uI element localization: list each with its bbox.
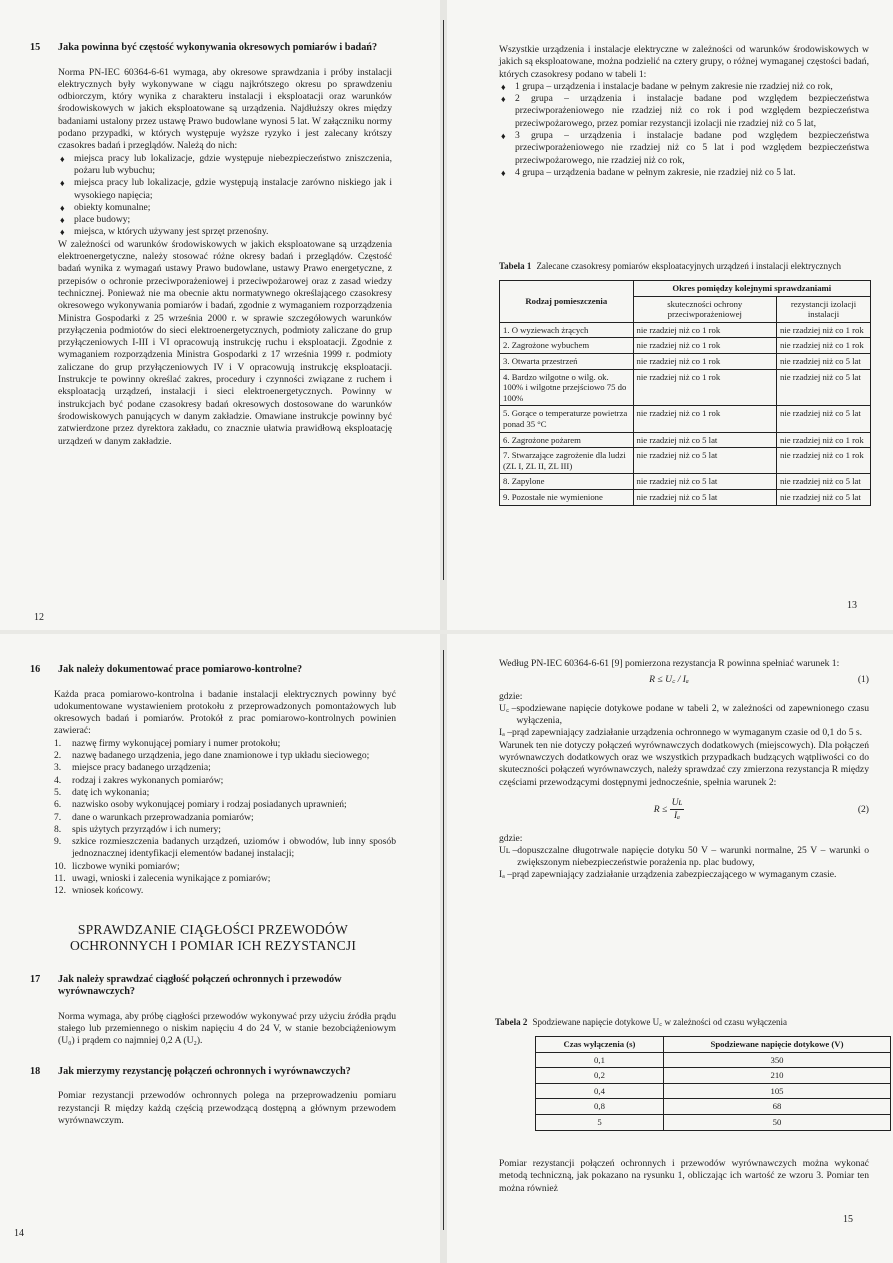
definition-text: prąd zapewniający zadziałanie urządzenia ochronnego w wymaganym czasie od 0,1 do 5 s. xyxy=(512,727,863,739)
table-row xyxy=(536,1099,891,1115)
definition-symbol: Uʟ – xyxy=(499,844,518,856)
definition xyxy=(499,727,869,739)
list-item xyxy=(54,750,396,762)
table-header: Okres pomiędzy kolejnymi sprawdzaniami xyxy=(633,281,870,297)
formula-expression: R ≤ U꜀ / Iₐ xyxy=(649,674,689,686)
item-text: nazwisko osoby wykonującej pomiary i rodzaj posiadanych uprawnień; xyxy=(72,799,347,811)
table-cell: 7. Stwarzające zagrożenie dla ludzi (ZL I, ZL II, ZL III) xyxy=(500,448,634,474)
table-cell: nie rzadziej niż co 5 lat xyxy=(777,489,871,505)
table-row xyxy=(500,322,871,338)
list-item xyxy=(54,836,396,861)
definition xyxy=(499,869,869,881)
table-subheader: skuteczności ochrony przeciwporażeniowej xyxy=(633,296,776,322)
question-18-heading xyxy=(30,1066,396,1079)
definition-list xyxy=(499,845,869,882)
table-cell: 0,8 xyxy=(536,1099,664,1115)
formula-lhs: R ≤ xyxy=(653,803,668,815)
list-item xyxy=(54,873,396,885)
fraction xyxy=(670,797,685,823)
question-title: Jak należy dokumentować prace pomiarowo-kontrolne? xyxy=(58,664,303,675)
table-cell: 3. Otwarta przestrzeń xyxy=(500,353,634,369)
item-number: 11. xyxy=(54,873,66,885)
table-cell: nie rzadziej niż co 5 lat xyxy=(777,406,871,432)
table-cell: nie rzadziej niż co 5 lat xyxy=(633,474,776,490)
item-text: nazwę badanego urządzenia, jego dane znamionowe i typ układu sieciowego; xyxy=(72,750,370,762)
item-text: uwagi, wnioski i zalecenia wynikające z pomiarów; xyxy=(72,873,271,885)
table-1 xyxy=(499,280,871,506)
table-cell: 6. Zagrożone pożarem xyxy=(500,432,634,448)
list-item: ♦ miejsca pracy lub lokalizacje, gdzie występują instalacje zarówno niskiego jak i wysokiego napięcia; xyxy=(58,177,392,202)
question-title: Jaka powinna być częstość wykonywania okresowych pomiarów i badań? xyxy=(58,42,378,53)
table-row xyxy=(500,448,871,474)
list-item: ♦ 3 grupa – urządzenia i instalacje badane pod względem bezpieczeństwa przeciwporażeniowego nie rzadziej niż co 5 lat i pod względem bezpieczeństwa przeciwpożarowego, nie rzadziej niż co rok, xyxy=(499,130,869,167)
item-number: 1. xyxy=(54,737,62,749)
table-caption xyxy=(499,261,871,272)
paragraph: Norma PN-IEC 60364-6-61 wymaga, aby okresowe sprawdzania i próby instalacji elektrycznych były wykonywane w ciągu najkrótszego okresu po sprawdzeniu odbiorczym, który wynika z charakteru instalacji i eksploatacji oraz warunków środowiskowych w jakich eksploatowane są urządzenia. Najdłuższy okres między badaniami ustalony przez ustawę Prawo budowlane wynosi 5 lat. W załączniku normy podano przypadki, w których występuje wyższe ryzyko i jest zalecany krótszy czasokres badań i przeglądów. Należą do nich: xyxy=(58,66,392,152)
question-16-heading xyxy=(30,664,396,677)
item-number: 8. xyxy=(54,823,62,835)
list-item xyxy=(54,861,396,873)
question-title: Jak mierzymy rezystancję połączeń ochronnych i wyrównawczych? xyxy=(58,1065,351,1077)
list-item: ♦ 2 grupa – urządzenia i instalacje badane pod względem bezpieczeństwa przeciwporażeniowego nie rzadziej niż co rok i pod względem bezpieczeństwa przeciwpożarowego, przez pomiar rezystancji izolacji nie rzadziej niż co 5 lat, xyxy=(499,93,869,130)
definition-symbol: Iₐ – xyxy=(499,727,513,739)
paragraph: Pomiar rezystancji przewodów ochronnych polega na przeprowadzeniu pomiaru rezystancji R między każdą częścią przewodzącą dostępną a głównym przewodem wyrównawczym. xyxy=(58,1090,396,1126)
table-cell: 210 xyxy=(663,1068,890,1084)
table-cell: 9. Pozostałe nie wymienione xyxy=(500,489,634,505)
list-item: ♦ miejsca pracy lub lokalizacje, gdzie występuje niebezpieczeństwo zniszczenia, pożaru lub wybuchu; xyxy=(58,153,392,178)
table-cell: 50 xyxy=(663,1114,890,1130)
item-text: datę ich wykonania; xyxy=(72,786,150,798)
item-text: miejsce pracy badanego urządzenia; xyxy=(72,762,211,774)
where-label: gdzie: xyxy=(499,690,523,702)
table-cell: nie rzadziej niż co 5 lat xyxy=(633,432,776,448)
definition-symbol: U꜀ – xyxy=(499,702,517,714)
section-heading-line: OCHRONNYCH I POMIAR ICH REZYSTANCJI xyxy=(69,937,357,953)
item-text: liczbowe wyniki pomiarów; xyxy=(72,860,180,872)
item-text: wniosek końcowy. xyxy=(72,885,144,897)
item-number: 10. xyxy=(54,860,66,872)
table-cell: nie rzadziej niż co 1 rok xyxy=(633,353,776,369)
list-item xyxy=(54,738,396,750)
list-item: ♦ place budowy; xyxy=(58,214,392,226)
list-item xyxy=(54,824,396,836)
page-number: 13 xyxy=(847,600,857,611)
item-number: 4. xyxy=(54,774,62,786)
question-number: 15 xyxy=(30,42,41,53)
question-title: Jak należy sprawdzać ciągłość połączeń ochronnych i przewodów wyrównawczych? xyxy=(58,973,342,998)
table-row xyxy=(536,1052,891,1068)
paragraph: W zależności od warunków środowiskowych w jakich eksploatowane są urządzenia elektroenergetyczne, należy stosować różne okresy badań i przeglądów. Częstość badań wynika z wymagań ustawy Prawo budowlane, ustawy Prawo energetyczne, z przepisów o ochronie przeciwporażeniowej i przeciwpożarowej oraz z zasad wiedzy technicznej. Ponieważ nie ma obecnie aktu normatywnego określającego czasokresy okresowego wykonywania pomiarów i badań, zgodnie z wymaganiem rozporządzenia Ministra Gospodarki z 25 września 2000 r. w sprawie szczegółowych warunków przyłączenia podmiotów do sieci elektroenergetycznych, podmioty zaliczane do grup przyłączeniowych I-III i VI opracowują instrukcję ruchu i eksploatacji. Zgodnie z wymaganiem rozporządzenia Ministra Gospodarki z 17 września 1999 r. podmioty zaliczane do grup przyłączeniowych IV i V opracowują instrukcję eksploatacji. Instrukcje te powinny określać zakres, procedury i czynności związane z ruchem i eksploatacją urządzeń, instalacji i sieci elektroenergetycznych. Powinny w instrukcjach być podane czasokresy badań okresowych dostosowane do warunków środowiskowych panujących w danym zakładzie. Omawiane instrukcje powinny być zatwierdzone przez dyrektora zakładu, co znacznie ułatwia prawidłową eksploatację urządzeń w danym zakładzie. xyxy=(58,238,392,447)
definition-text: spodziewane napięcie dotykowe podane w tabeli 2, w zależności od zapewnionego czasu wyłączenia, xyxy=(516,702,869,727)
section-heading xyxy=(30,922,396,954)
item-text: dane o warunkach przeprowadzania pomiarów; xyxy=(72,811,254,823)
paragraph: Wszystkie urządzenia i instalacje elektryczne w zależności od warunków środowiskowych w jakich są eksploatowane, można podzielić na cztery grupy, o różnej wymaganej częstości badań, których czasokresy podano w tabeli 1: xyxy=(499,44,869,80)
bullet-list xyxy=(58,153,392,239)
table-subheader: rezystancji izolacji instalacji xyxy=(777,296,871,322)
formula-number: (1) xyxy=(857,674,869,686)
item-number: 2. xyxy=(54,750,62,762)
table-row xyxy=(500,489,871,505)
table-cell: nie rzadziej niż co 1 rok xyxy=(777,338,871,354)
table-cell: nie rzadziej niż co 1 rok xyxy=(633,369,776,406)
question-15-heading xyxy=(30,42,392,55)
table-cell: nie rzadziej niż co 1 rok xyxy=(633,338,776,354)
table-cell: 0,4 xyxy=(536,1083,664,1099)
item-text: nazwę firmy wykonującej pomiary i numer protokołu; xyxy=(72,737,281,749)
table-cell: 68 xyxy=(663,1099,890,1115)
table-cell: 105 xyxy=(663,1083,890,1099)
section-heading-line: SPRAWDZANIE CIĄGŁOŚCI PRZEWODÓW xyxy=(77,921,349,937)
table-cell: nie rzadziej niż co 1 rok xyxy=(777,432,871,448)
bullet-list xyxy=(499,81,869,179)
list-item xyxy=(54,885,396,897)
table-caption-text: Spodziewane napięcie dotykowe U꜀ w zależności od czasu wyłączenia xyxy=(532,1017,787,1027)
list-item xyxy=(54,775,396,787)
table-cell: nie rzadziej niż co 5 lat xyxy=(633,489,776,505)
item-number: 9. xyxy=(54,836,62,848)
list-item xyxy=(54,812,396,824)
formula-expression xyxy=(499,797,839,823)
definition-text: dopuszczalne długotrwale napięcie dotyku 50 V – warunki normalne, 25 V – warunki o zwiększonym niebezpieczeństwie porażenia np. plac budowy, xyxy=(517,844,869,869)
item-number: 3. xyxy=(54,762,62,774)
definition xyxy=(499,703,869,728)
question-number: 16 xyxy=(30,664,41,675)
definition-text: prąd zapewniający zadziałanie urządzenia zabezpieczającego w wymaganym czasie. xyxy=(512,869,837,881)
fraction-denominator: Iₐ xyxy=(673,810,680,822)
table-row xyxy=(500,338,871,354)
paragraph: Norma wymaga, aby próbę ciągłości przewodów wykonywać przy użyciu źródła prądu stałego lub przemiennego o niskim napięciu 4 do 24 V, w stanie bezobciążeniowym (U₀) i prądem co najmniej 0,2 A (U₂). xyxy=(58,1010,396,1047)
table-cell: 0,2 xyxy=(536,1068,664,1084)
gutter-line xyxy=(443,20,444,580)
table-cell: nie rzadziej niż co 1 rok xyxy=(777,322,871,338)
question-number: 17 xyxy=(30,973,41,985)
table-cell: nie rzadziej niż co 5 lat xyxy=(777,369,871,406)
table-label: Tabela 1 xyxy=(499,261,532,271)
formula-number: (2) xyxy=(857,803,869,815)
table-cell: 0,1 xyxy=(536,1052,664,1068)
item-text: szkice rozmieszczenia badanych urządzeń, uziomów i obwodów, lub inny sposób jednoznacznej identyfikacji elementów badanej instalacji; xyxy=(72,836,396,860)
page-12 xyxy=(0,0,440,630)
item-number: 7. xyxy=(54,811,62,823)
item-number: 6. xyxy=(54,799,62,811)
formula-1 xyxy=(499,674,869,686)
table-cell: 8. Zapylone xyxy=(500,474,634,490)
table-row xyxy=(536,1083,891,1099)
table-row xyxy=(500,432,871,448)
table-row xyxy=(536,1114,891,1130)
table-row xyxy=(500,474,871,490)
table-caption-text: Zalecane czasokresy pomiarów eksploatacyjnych urządzeń i instalacji elektrycznych xyxy=(536,261,842,271)
table-cell: 350 xyxy=(663,1052,890,1068)
page-number: 14 xyxy=(14,1228,24,1239)
table-caption xyxy=(495,1017,875,1028)
fraction-numerator: Uʟ xyxy=(670,797,685,810)
list-item xyxy=(54,799,396,811)
formula-2 xyxy=(499,797,869,823)
list-item: ♦ 4 grupa – urządzenia badane w pełnym zakresie, nie rzadziej niż co 5 lat. xyxy=(499,167,869,179)
paragraph: Według PN-IEC 60364-6-61 [9] pomierzona rezystancja R powinna spełniać warunek 1: xyxy=(499,658,840,669)
definition xyxy=(499,845,869,870)
table-header: Czas wyłączenia (s) xyxy=(536,1037,664,1053)
item-number: 12. xyxy=(54,885,66,897)
list-item: ♦ miejsca, w których używany jest sprzęt przenośny. xyxy=(58,226,392,238)
question-number: 18 xyxy=(30,1065,41,1077)
paragraph: Pomiar rezystancji połączeń ochronnych i przewodów wyrównawczych można wykonać metodą techniczną, jak pokazano na rysunku 1, obliczając ich wartość ze wzoru 3. Pomiar ten można również xyxy=(499,1158,869,1194)
table-2 xyxy=(535,1036,891,1131)
table-cell: 5 xyxy=(536,1114,664,1130)
table-header: Rodzaj pomieszczenia xyxy=(500,281,634,323)
item-text: rodzaj i zakres wykonanych pomiarów; xyxy=(72,774,224,786)
definition-list xyxy=(499,703,869,740)
list-item xyxy=(54,787,396,799)
definition-symbol: Iₐ – xyxy=(499,869,513,881)
table-header: Spodziewane napięcie dotykowe (V) xyxy=(663,1037,890,1053)
page-number: 15 xyxy=(843,1214,853,1225)
list-item xyxy=(54,762,396,774)
table-cell: nie rzadziej niż co 5 lat xyxy=(777,353,871,369)
item-text: spis użytych przyrządów i ich numery; xyxy=(72,823,221,835)
table-cell: 2. Zagrożone wybuchem xyxy=(500,338,634,354)
table-cell: nie rzadziej niż co 1 rok xyxy=(777,448,871,474)
where-label: gdzie: xyxy=(499,832,523,844)
question-17-heading xyxy=(30,974,396,999)
table-label: Tabela 2 xyxy=(495,1017,528,1027)
table-row xyxy=(500,369,871,406)
table-row xyxy=(500,353,871,369)
page-number: 12 xyxy=(34,612,44,623)
item-number: 5. xyxy=(54,786,62,798)
table-row xyxy=(500,406,871,432)
page-13 xyxy=(447,0,893,630)
table-row xyxy=(536,1068,891,1084)
paragraph: Każda praca pomiarowo-kontrolna i badanie instalacji elektrycznych powinny być udokumentowane wystawieniem protokołu z przeprowadzonych pomontażowych lub okresowych badań i pomiarów. Protokół z prac pomiarowo-kontrolnych powinien zawierać: xyxy=(54,688,396,737)
table-cell: nie rzadziej niż co 1 rok xyxy=(633,406,776,432)
gutter-line xyxy=(443,650,444,1230)
list-item: ♦ obiekty komunalne; xyxy=(58,202,392,214)
table-cell: nie rzadziej niż co 5 lat xyxy=(777,474,871,490)
list-item: ♦ 1 grupa – urządzenia i instalacje badane w pełnym zakresie nie rzadziej niż co rok, xyxy=(499,81,869,93)
table-cell: 1. O wyziewach żrących xyxy=(500,322,634,338)
paragraph: Warunek ten nie dotyczy połączeń wyrównawczych dodatkowych (miejscowych). Dla połączeń wyrównawczych dodatkowych oraz we wszystkich przypadkach budzących wątpliwości co do skuteczności połączeń wyrównawczych, należy sprawdzać czy zmierzona rezystancja R między częściami przewodzącymi dostępnymi jednocześnie, spełnia warunek 2: xyxy=(499,739,869,788)
page-15 xyxy=(447,634,893,1263)
table-cell: 4. Bardzo wilgotne o wilg. ok. 100% i wilgotne przejściowo 75 do 100% xyxy=(500,369,634,406)
numbered-list xyxy=(54,738,396,898)
table-cell: nie rzadziej niż co 5 lat xyxy=(633,448,776,474)
page-14 xyxy=(0,634,440,1263)
table-cell: nie rzadziej niż co 1 rok xyxy=(633,322,776,338)
table-cell: 5. Gorące o temperaturze powietrza ponad 35 °C xyxy=(500,406,634,432)
